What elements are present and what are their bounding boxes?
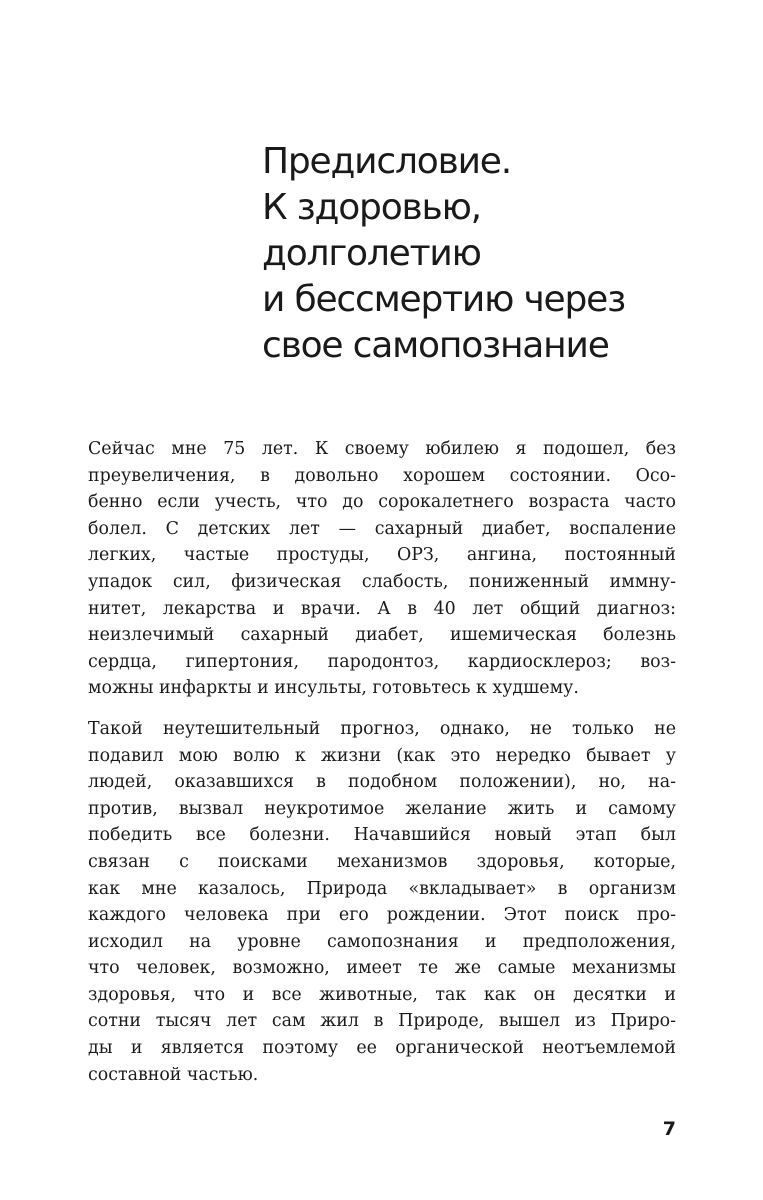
text-line: неизлечимый сахарный диабет, ишемическая болезнь bbox=[88, 625, 676, 646]
text-line: подавил мою волю к жизни (как это нередко бывает у bbox=[88, 745, 676, 766]
text-line: победить все болезни. Начавшийся новый этап был bbox=[88, 825, 676, 846]
text-line: сотни тысяч лет сам жил в Природе, вышел из Приро- bbox=[88, 1011, 676, 1032]
chapter-title-line: Предисловие. bbox=[262, 141, 511, 182]
text-line: Такой неутешительный прогноз, однако, не только не bbox=[88, 718, 676, 739]
body-text bbox=[88, 436, 676, 1088]
text-line: ды и является поэтому ее органической неотъемлемой bbox=[88, 1038, 676, 1059]
text-line: как мне казалось, Природа «вкладывает» в организм bbox=[88, 878, 676, 899]
text-line: исходил на уровне самопознания и предположения, bbox=[88, 931, 676, 952]
text-line: что человек, возможно, имеет те же самые механизмы bbox=[88, 958, 676, 979]
text-line: связан с поисками механизмов здоровья, которые, bbox=[88, 851, 676, 872]
text-line: составной частью. bbox=[88, 1064, 259, 1085]
text-line: людей, оказавшихся в подобном положении), но, на- bbox=[88, 772, 676, 793]
text-line: против, вызвал неукротимое желание жить и самому bbox=[88, 798, 676, 819]
text-line: здоровья, что и все животные, так как он десятки и bbox=[88, 984, 676, 1005]
text-line: упадок сил, физическая слабость, пониженный иммну- bbox=[88, 571, 676, 592]
text-line: каждого человека при его рождении. Этот поиск про- bbox=[88, 905, 676, 926]
paragraph-2 bbox=[88, 716, 676, 1088]
text-line: болел. С детских лет — сахарный диабет, воспаление bbox=[88, 518, 676, 539]
text-line: преувеличения, в довольно хорошем состоянии. Осо- bbox=[88, 465, 676, 486]
chapter-title-line: и бессмертию через bbox=[262, 279, 626, 320]
text-line: можны инфаркты и инсульты, готовьтесь к худшему. bbox=[88, 678, 579, 699]
page-number: 7 bbox=[662, 1118, 676, 1140]
chapter-title bbox=[262, 139, 722, 369]
chapter-title-line: свое самопознание bbox=[262, 325, 609, 366]
text-line: Сейчас мне 75 лет. К своему юбилею я подошел, без bbox=[88, 439, 676, 459]
text-line: сердца, гипертония, пародонтоз, кардиосклероз; воз- bbox=[88, 651, 676, 672]
paragraph-1 bbox=[88, 436, 676, 702]
text-line: нитет, лекарства и врачи. А в 40 лет общий диагноз: bbox=[88, 598, 676, 619]
chapter-title-line: долголетию bbox=[262, 233, 481, 274]
text-line: легких, частые простуды, ОРЗ, ангина, постоянный bbox=[88, 545, 676, 566]
text-line: бенно если учесть, что до сорокалетнего возраста часто bbox=[88, 492, 676, 513]
chapter-title-line: К здоровью, bbox=[262, 187, 481, 228]
